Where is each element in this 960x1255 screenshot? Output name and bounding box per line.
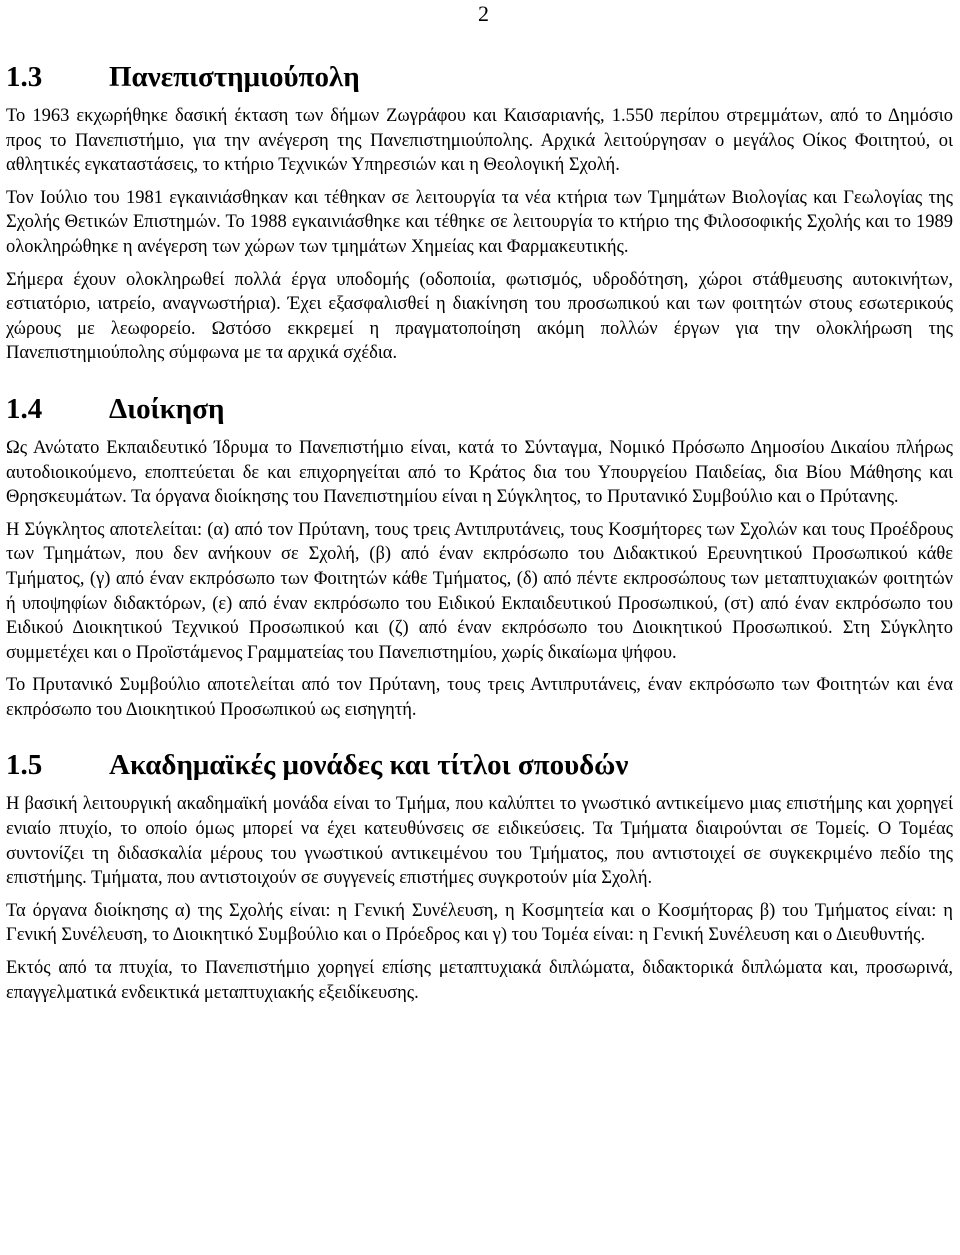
section-heading-academic-units <box>6 748 953 782</box>
section-title: Διοίκηση <box>109 392 225 425</box>
paragraph: Τα όργανα διοίκησης α) της Σχολής είναι: η Γενική Συνέλευση, η Κοσμητεία και ο Κοσμήτορας β) του Τμήματος είναι: η Γενική Συνέλευση, το Διοικητικό Συμβούλιο και ο Πρόεδρος και γ) του Τομέα είναι: η Γενική Συνέλευση και ο Διευθυντής. <box>6 900 953 946</box>
page-number: 2 <box>478 1 489 26</box>
paragraph: Η Σύγκλητος αποτελείται: (α) από τον Πρύτανη, τους τρεις Αντιπρυτάνεις, τους Κοσμήτορες των Σχολών και τους Προέδρους των Τμημάτων, που δεν ανήκουν σε Σχολή, (β) από έναν εκπρόσωπο του Διδακτικού Ερευνητικού Προσωπικού κάθε Τμήματος, (γ) από έναν εκπρόσωπο των Φοιτητών κάθε Τμήματος, (δ) από πέντε εκπροσώπους των μεταπτυχιακών φοιτητών ή υποψηφίων διδακτόρων, (ε) από έναν εκπρόσωπο του Ειδικού Εκπαιδευτικού Προσωπικού, (στ) από έναν εκπρόσωπο του Ειδικού Διοικητικού Τεχνικού Προσωπικού και (ζ) από έναν εκπρόσωπο του Διοικητικού Προσωπικού. Στη Σύγκλητο συμμετέχει και ο Προϊστάμενος Γραμματείας του Πανεπιστημίου, χωρίς δικαίωμα ψήφου. <box>6 519 953 663</box>
section-heading-campus <box>6 60 953 94</box>
section-title: Πανεπιστημιούπολη <box>109 61 360 93</box>
section-number: 1.3 <box>6 61 43 93</box>
section-number: 1.4 <box>6 392 43 425</box>
document-body <box>6 60 953 1013</box>
section-heading-administration <box>6 392 953 426</box>
paragraph: Το 1963 εκχωρήθηκε δασική έκταση των δήμων Ζωγράφου και Καισαριανής, 1.550 περίπου στρεμμάτων, από το Δημόσιο προς το Πανεπιστήμιο, για την ανέγερση της Πανεπιστημιούπολης. Αρχικά λειτούργησαν ο μεγάλος Οίκος Φοιτητού, οι αθλητικές εγκαταστάσεις, το κτήριο Τεχνικών Υπηρεσιών και η Θεολογική Σχολή. <box>6 106 953 176</box>
section-title: Ακαδημαϊκές μονάδες και τίτλοι σπουδών <box>109 749 629 782</box>
paragraph: Σήμερα έχουν ολοκληρωθεί πολλά έργα υποδομής (οδοποιία, φωτισμός, υδροδότηση, χώροι στάθμευσης αυτοκινήτων, εστιατόριο, ιατρείο, αναγνωστήρια). Έχει εξασφαλισθεί η διακίνηση του προσωπικού και των φοιτητών στους εσωτερικούς χώρους με λεωφορείο. Ωστόσο εκκρεμεί η πραγματοποίηση ακόμη πολλών έργων για την ολοκλήρωση της Πανεπιστημιούπολης σύμφωνα με τα αρχικά σχέδια. <box>6 269 953 364</box>
paragraph: Η βασική λειτουργική ακαδημαϊκή μονάδα είναι το Τμήμα, που καλύπτει το γνωστικό αντικείμενο μιας επιστήμης και χορηγεί ενιαίο πτυχίο, το οποίο όμως μπορεί να έχει κατευθύνσεις σε ειδικεύσεις. Τα Τμήματα διαιρούνται σε Τομείς. Ο Τομέας συντονίζει τη διδασκαλία μέρους του γνωστικού αντικειμένου του Τμήματος, που αντιστοιχεί σε συγκεκριμένο πεδίο της επιστήμης. Τμήματα, που αντιστοιχούν σε συγγενείς επιστήμες συγκροτούν μία Σχολή. <box>6 794 953 889</box>
paragraph: Ως Ανώτατο Εκπαιδευτικό Ίδρυμα το Πανεπιστήμιο είναι, κατά το Σύνταγμα, Νομικό Πρόσωπο Δημοσίου Δικαίου πλήρως αυτοδιοικούμενο, εποπτεύεται δε και επιχορηγείται από το Κράτος δια του Υπουργείου Παιδείας, δια Βίου Μάθησης και Θρησκευμάτων. Τα όργανα διοίκησης του Πανεπιστημίου είναι η Σύγκλητος, το Πρυτανικό Συμβούλιο και ο Πρύτανης. <box>6 437 953 508</box>
paragraph: Το Πρυτανικό Συμβούλιο αποτελείται από τον Πρύτανη, τους τρεις Αντιπρυτάνεις, έναν εκπρόσωπο των Φοιτητών και ένα εκπρόσωπο του Διοικητικού Προσωπικού ως εισηγητή. <box>6 675 953 720</box>
paragraph: Εκτός από τα πτυχία, το Πανεπιστήμιο χορηγεί επίσης μεταπτυχιακά διπλώματα, διδακτορικά διπλώματα και, προσωρινά, επαγγελματικά ενδεικτικά μεταπτυχιακής εξειδίκευσης. <box>6 958 953 1003</box>
paragraph: Τον Ιούλιο του 1981 εγκαινιάσθηκαν και τέθηκαν σε λειτουργία τα νέα κτήρια των Τμημάτων Βιολογίας και Γεωλογίας της Σχολής Θετικών Επιστημών. Το 1988 εγκαινιάσθηκε και τέθηκε σε λειτουργία το κτήριο της Φιλοσοφικής Σχολής και το 1989 ολοκληρώθηκε η ανέγερση των χώρων των τμημάτων Χημείας και Φαρμακευτικής. <box>6 187 953 257</box>
section-number: 1.5 <box>6 749 43 782</box>
